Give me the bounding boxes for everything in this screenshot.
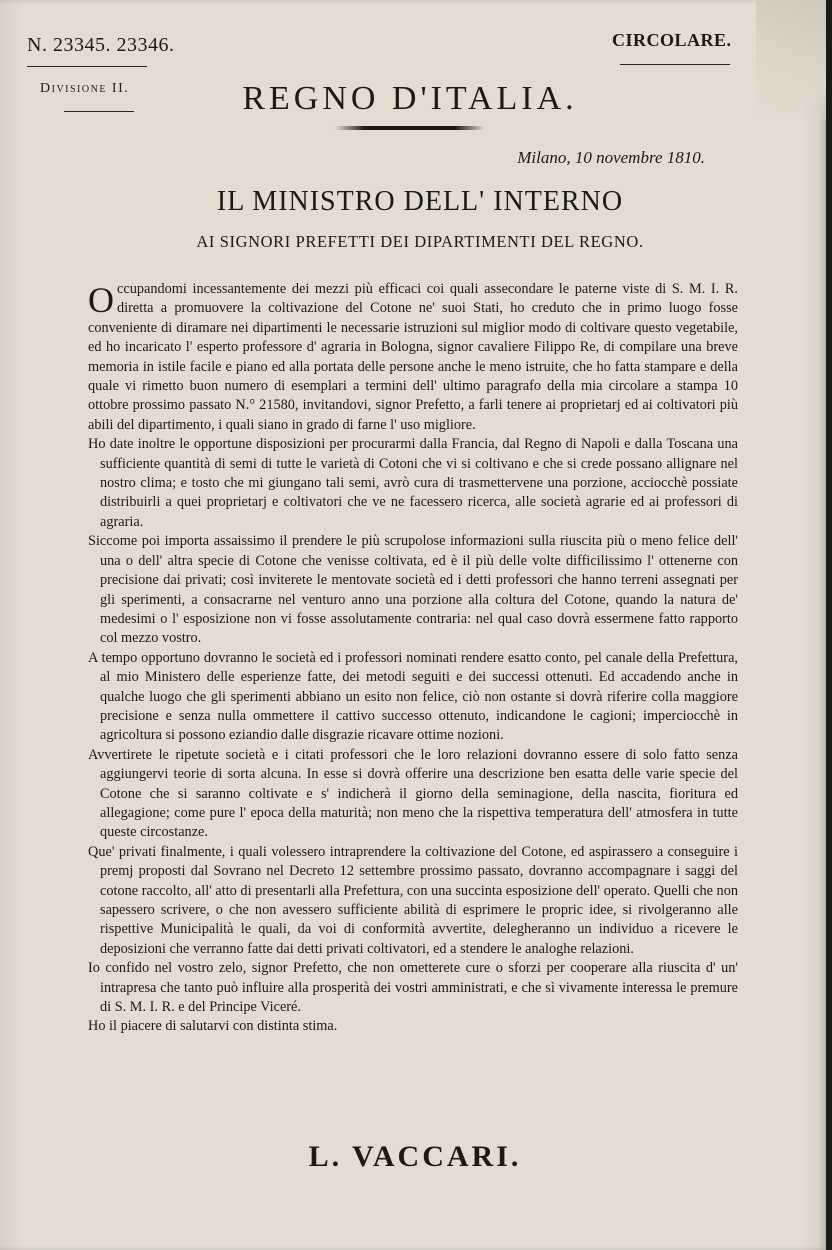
document-subtitle: AI SIGNORI PREFETTI DEI DIPARTIMENTI DEL REGNO. [196,232,644,251]
folded-corner [756,0,826,120]
division-label: Divisione II. [40,81,130,96]
circular-underline [620,64,730,65]
reference-number: N. 23345. 23346. [27,34,175,56]
closing-line: Ho il piacere di salutarvi con distinta stima. [88,1018,338,1035]
paragraph: Siccome poi importa assaissimo il prendere le più scrupolose informazioni sulla riuscita più o meno felice dell' una o dell' altra specie di Cotone che venisse coltivata, ed è il più delle volte difficilissimo l' ottenerne con precisione dai privati; così inviterete le mentovate società ed i detti professori che hanno terreni assegnati per gli sperimenti, a consacrarne nel venturo anno una porzione alla coltura del Cotone, quando la natura de' medesimi o l' esposizione non vi fosse assolutamente contraria: nel qual caso dovrà essermene fatto rapporto col mezzo vostro. [88,533,738,647]
paragraph: Que' privati finalmente, i quali volessero intraprendere la coltivazione del Cotone, ed aspirassero a conseguire i premj proposti dal Sovrano nel Decreto 12 settembre prossimo passato, dovranno accompagnare i saggi del cotone raccolto, all' atto di presentarli alla Prefettura, con una succinta esposizione dell' operato. Quelli che non sapessero scrivere, o che non avessero sufficiente abilità di esprimere le propric idee, si rivolgeranno alle rispettive Municipalità le quali, da voi di conformità avvertite, delegheranno un individuo a ricevere le deposizioni che verranno fatte dai detti privati coltivatori, ed a stendere le analoghe relazioni. [88,843,738,957]
paragraph: Io confido nel vostro zelo, signor Prefetto, che non ometterete cure o sforzi per cooperare alla riuscita d' un' intrapresa che tanto può influire alla prosperità dei vostri amministrati, e che sì vivamente interessa le premure di S. M. I. R. e del Principe Viceré. [88,960,738,1016]
paragraph: Occupandomi incessantemente dei mezzi più efficaci coi quali assecondare le paterne viste di S. M. I. R. diretta a promuovere la coltivazione del Cotone ne' suoi Stati, ho creduto che in primo luogo fosse conveniente di diramare nei dipartimenti le necessarie istruzioni sul miglior modo di coltivare questo vegetabile, ed ho incaricato l' esperto professore d' agraria in Bologna, signor cavaliere Filippo Re, di compilare una breve memoria in istile facile e piano ed alla portata delle persone anche le meno istruite, che ho fatta stampare e della quale vi rimetto buon numero di esemplari a termini dell' ultimo paragrafo della mia circolare a stampa 10 ottobre prossimo passato N.° 21580, invitandovi, signor Prefetto, a farli tenere ai proprietarj ed ai coltivatori più abili del dipartimento, i quali siano in grado di farne l' uso migliore. [88,280,738,433]
heading-rule [335,126,485,130]
paragraph: A tempo opportuno dovranno le società ed i professori nominati rendere esatto conto, pel canale della Prefettura, al mio Ministero delle esperienze fatte, dei metodi seguiti e dei successi ottenuti. Ed accadendo anche in qualche luogo che gli sperimenti abbiano un esito non felice, ciò non ostante si dovrà riferire colla maggiore precisione e senza nulla ommettere il cattivo successo ottenuto, indicandone le cagioni; imperciocchè in agricoltura si possono eziandio dalle disgrazie ricavare ottime nozioni. [88,649,738,744]
signature: L. VACCARI. [308,1140,522,1173]
paragraph: Avvertirete le ripetute società e i citati professori che le loro relazioni dovranno essere di solo fatto senza aggiungervi teorie di sorta alcuna. In esse si dovrà offerire una descrizione ben esatta delle varie specie del Cotone che si saranno coltivate e s' indicherà il giorno della seminagione, della nascita, fioritura ed allegagione; come pure l' epoca della maturità; non meno che la rispettiva temperatura dell' atmosfera in tutte queste circostanze. [88,746,738,841]
paragraph: Ho date inoltre le opportune disposizioni per procurarmi dalla Francia, dal Regno di Napoli e dalla Toscana una sufficiente quantità di semi di tutte le varietà di Cotoni che vi si coltivano e che si crede possano allignare nel nostro clima; e tosto che mi giungano tali semi, avrò cura di trasmettervene una porzione, acciocchè possiate distribuirli a quei proprietarj e coltivatori che ve ne facessero ricerca, alle società agrarie ed ai professori di agraria. [88,436,738,530]
reference-underline [27,66,147,67]
circular-label: CIRCOLARE. [612,30,732,50]
document-title: IL MINISTRO DELL' INTERNO [216,186,624,217]
dateline: Milano, 10 novembre 1810. [517,148,705,167]
division-underline [64,111,134,112]
letter-body [88,280,738,1037]
kingdom-heading: REGNO D'ITALIA. [242,80,578,117]
